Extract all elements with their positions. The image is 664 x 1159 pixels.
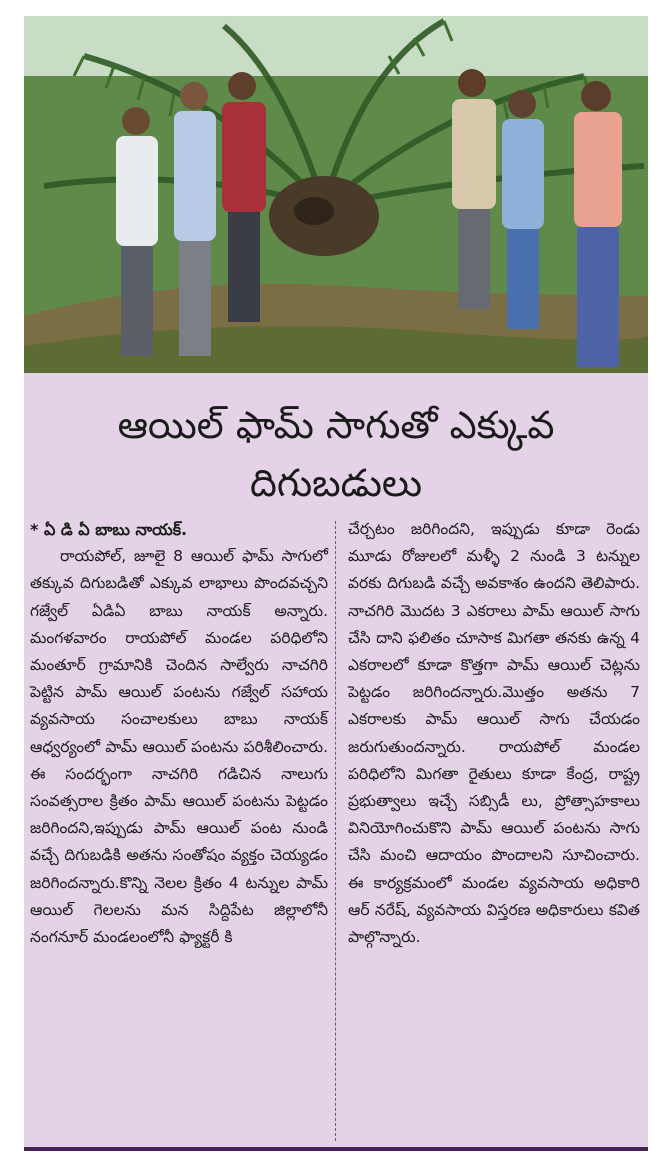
- farmers-in-oil-palm-field-photo: [24, 16, 648, 373]
- right-column: [348, 516, 640, 951]
- headline-line-1: ఆయిల్ ఫామ్ సాగుతో ఎక్కువ: [117, 403, 555, 447]
- right-column-text: చేర్చటం జరిగిందని, ఇప్పుడు కూడా రెండు మూడు రోజులలో మళ్ళీ 2 నుండి 3 టన్నుల వరకు దిగుబడి వచ్చే అవకాశం ఉందని తెలిపారు. నాచగిరి మొదట 3 ఎకరాలు పామ్ ఆయిల్ సాగు చేసి దాని ఫలితం చూసాక మిగతా తనకు ఉన్న 4 ఎకరాలలో కూడా కొత్తగా పామ్ ఆయిల్ చెట్లను పెట్టడం జరిగిందన్నారు.మొత్తం అతను 7 ఎకరాలకు పామ్ ఆయిల్ సాగు చేయడం జరుగుతుందన్నారు. రాయపోల్ మండల పరిధిలోని మిగతా రైతులు కూడా కేంద్ర, రాష్ట్ర ప్రభుత్వాలు ఇచ్చే సబ్సిడీ లు, ప్రోత్సాహకాలు వినియోగించుకొని పామ్ ఆయిల్ పంటను సాగు చేసి మంచి ఆదాయం పొందాలని సూచించారు. ఈ కార్యక్రమంలో మండల వ్యవసాయ అధికారి ఆర్ నరేష్, వ్యవసాయ విస్తరణ అధికారులు కవిత పాల్గొన్నారు.: [348, 520, 640, 947]
- column-divider: [335, 521, 336, 1141]
- top-strip: [0, 0, 664, 16]
- headline-line-2: దిగుబడులు: [250, 461, 422, 505]
- left-column: [30, 516, 328, 951]
- byline: * ఏ డి ఏ బాబు నాయక్.: [30, 520, 188, 539]
- bottom-rule: [24, 1147, 648, 1151]
- article-headline: [24, 399, 648, 509]
- news-clipping: [24, 16, 648, 1151]
- left-column-text: రాయపోల్, జూలై 8 ఆయిల్ ఫామ్ సాగులో తక్కువ దిగుబడితో ఎక్కువ లాభాలు పొందవచ్చని గజ్వేల్ ఏడిఏ బాబు నాయక్ అన్నారు. మంగళవారం రాయపోల్ మండల పరిధిలోని మంతూర్ గ్రామానికి చెందిన సాల్వేరు నాచగిరి పెట్టిన పామ్ ఆయిల్ పంటను గజ్వేల్ సహాయ వ్యవసాయ సంచాలకులు బాబు నాయక్ ఆధ్వర్యంలో పామ్ ఆయిల్ పంటను పరిశీలించారు. ఈ సందర్భంగా నాచగిరి గడిచిన నాలుగు సంవత్సరాల క్రితం పామ్ ఆయిల్ పంటను పెట్టడం జరిగిందని,ఇప్పుడు పామ్ ఆయిల్ పంట నుండి వచ్చే దిగుబడికి అతను సంతోషం వ్యక్తం చెయ్యడం జరిగిందన్నారు.కొన్ని నెలల క్రితం 4 టన్నుల పామ్ ఆయిల్ గెలలను మన సిద్దిపేట జిల్లాలోనీ నంగనూర్ మండలంలోనీ ఫ్యాక్టరీ కి: [30, 547, 328, 947]
- news-photo: [24, 16, 648, 373]
